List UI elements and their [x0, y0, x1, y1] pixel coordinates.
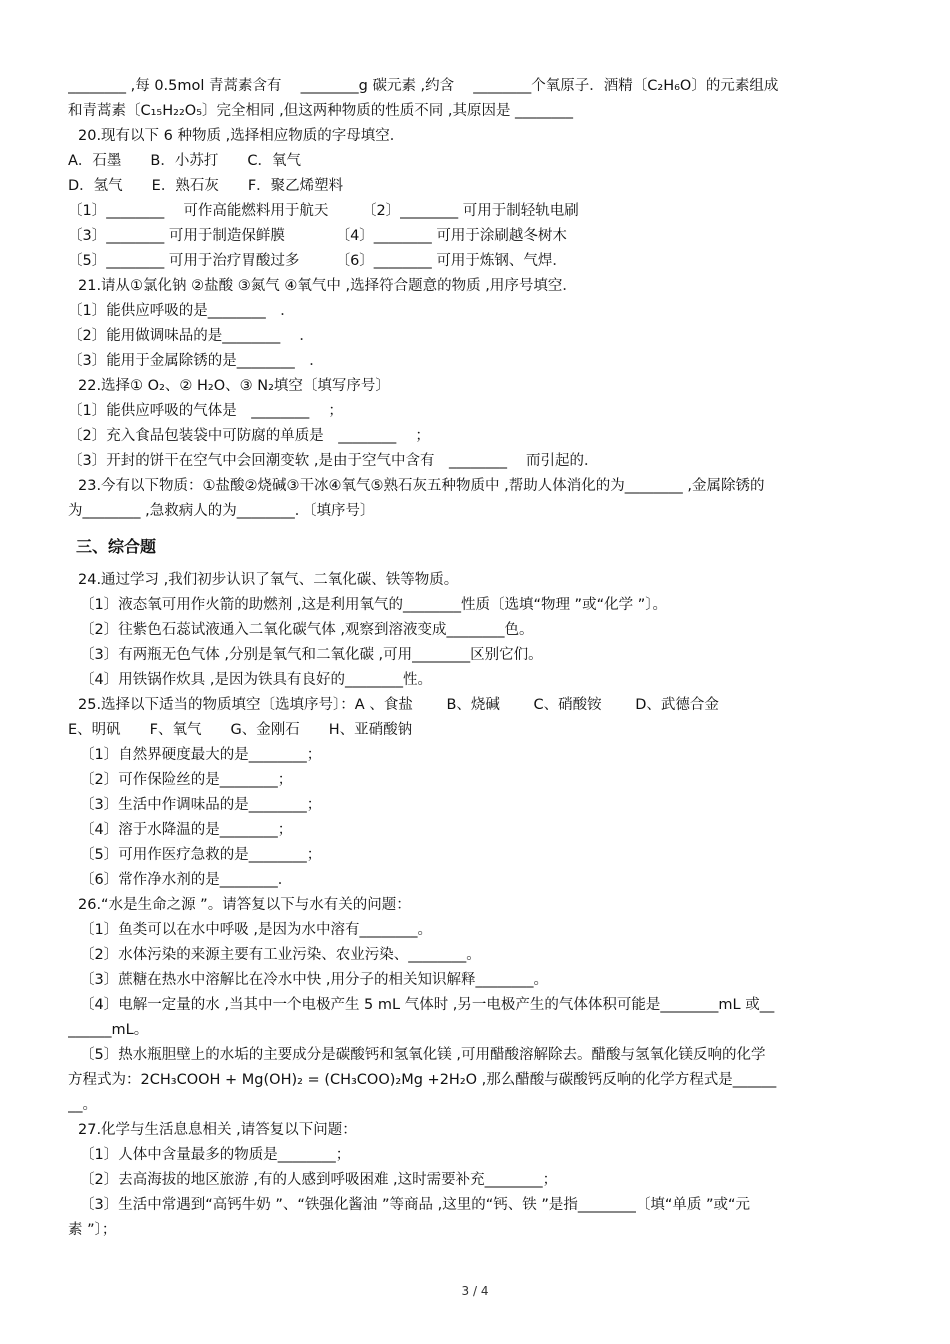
questions-comprehensive	[68, 568, 883, 1243]
text-line: 〔1〕自然界硬度最大的是________；	[80, 747, 322, 763]
text-line: 〔4〕用铁锅作炊具 ,是因为铁具有良好的________性。	[80, 672, 432, 688]
text-line: 为________ ,急救病人的为________．〔填序号〕	[68, 503, 375, 519]
text-line: 〔2〕可作保险丝的是________；	[80, 772, 293, 788]
text-line: 〔2〕充入食品包装袋中可防腐的单质是 ________ ；	[68, 428, 430, 444]
text-line: 〔4〕溶于水降温的是________；	[80, 822, 293, 838]
text-line: 〔5〕热水瓶胆壁上的水垢的主要成分是碳酸钙和氢氧化镁 ,可用醋酸溶解除去。醋酸与氢氧化镁反响的化学	[80, 1047, 766, 1063]
text-line: 〔1〕能供应呼吸的是________ ．	[68, 303, 295, 319]
section-heading: 三、综合题	[76, 537, 157, 556]
text-line: A．石墨 B．小苏打 C．氧气	[68, 153, 301, 169]
text-line: ________ ,每 0.5mol 青蒿素含有 ________g 碳元素 ,约含 ________个氧原子．酒精〔C₂H₆O〕的元素组成	[68, 78, 779, 94]
text-line: 〔2〕能用做调味品的是________ ．	[68, 328, 314, 344]
text-line: 〔1〕能供应呼吸的气体是 ________ ；	[68, 403, 343, 419]
text-line: 26.“水是生命之源 ”。请答复以下与水有关的问题：	[78, 897, 411, 913]
questions-fill-in	[68, 74, 883, 524]
text-line: E、明矾 F、氧气 G、金刚石 H、亚硝酸钠	[68, 722, 413, 738]
text-line: 〔3〕有两瓶无色气体 ,分别是氧气和二氧化碳 ,可用________区别它们。	[80, 647, 543, 663]
text-line: 方程式为：2CH₃COOH + Mg(OH)₂ = (CH₃COO)₂Mg +2H₂O ,那么醋酸与碳酸钙反响的化学方程式是______	[68, 1072, 777, 1088]
text-line: 21.请从①氯化钠 ②盐酸 ③氮气 ④氧气中 ,选择符合题意的物质 ,用序号填空．	[78, 278, 577, 294]
text-line: 〔4〕电解一定量的水 ,当其中一个电极产生 5 mL 气体时 ,另一电极产生的气体体积可能是________mL 或__	[80, 997, 775, 1013]
text-line: 22.选择① O₂、② H₂O、③ N₂填空〔填写序号〕	[78, 378, 390, 394]
text-line: D．氢气 E．熟石灰 F．聚乙烯塑料	[68, 178, 344, 194]
text-line: 23.今有以下物质：①盐酸②烧碱③干冰④氧气⑤熟石灰五种物质中 ,帮助人体消化的为________ ,金属除锈的	[78, 478, 765, 494]
text-line: 〔2〕水体污染的来源主要有工业污染、农业污染、________。	[80, 947, 481, 963]
text-line: 〔5〕________ 可用于治疗胃酸过多 〔6〕________ 可用于炼钢、气焊．	[68, 253, 567, 269]
text-line: 〔5〕可用作医疗急救的是________；	[80, 847, 322, 863]
text-line: ______mL。	[68, 1022, 149, 1038]
text-line: 〔1〕________ 可作高能燃料用于航天 〔2〕________ 可用于制轻轨电刷	[68, 203, 579, 219]
text-line: 24.通过学习 ,我们初步认识了氧气、二氧化碳、铁等物质。	[78, 572, 459, 588]
text-line: 和青蒿素〔C₁₅H₂₂O₅〕完全相同 ,但这两种物质的性质不同 ,其原因是 ________	[68, 103, 574, 119]
text-line: 20.现有以下 6 种物质 ,选择相应物质的字母填空．	[78, 128, 405, 144]
text-line: 〔3〕生活中常遇到“高钙牛奶 ”、“铁强化酱油 ”等商品 ,这里的“钙、铁 ”是指________〔填“单质 ”或“元	[80, 1197, 750, 1213]
text-line: 素 ”〕；	[68, 1222, 117, 1238]
text-line: 〔1〕鱼类可以在水中呼吸 ,是因为水中溶有________。	[80, 922, 432, 938]
text-line: 〔3〕生活中作调味品的是________；	[80, 797, 322, 813]
text-line: 〔2〕往紫色石蕊试液通入二氧化碳气体 ,观察到溶液变成________色。	[80, 622, 534, 638]
text-line: __。	[68, 1097, 97, 1113]
text-line: 〔3〕蔗糖在热水中溶解比在冷水中快 ,用分子的相关知识解释________。	[80, 972, 548, 988]
document-body	[68, 74, 883, 1243]
text-line: 〔6〕常作净水剂的是________．	[80, 872, 293, 888]
page-number: 3 / 4	[461, 1284, 489, 1298]
text-line: 〔3〕能用于金属除锈的是________ ．	[68, 353, 324, 369]
text-line: 〔3〕开封的饼干在空气中会回潮变软 ,是由于空气中含有 ________ 而引起的．	[68, 453, 599, 469]
text-line: 27.化学与生活息息相关 ,请答复以下问题：	[78, 1122, 357, 1138]
text-line: 〔2〕去高海拔的地区旅游 ,有的人感到呼吸困难 ,这时需要补充________；	[80, 1172, 558, 1188]
text-line: 〔1〕液态氧可用作火箭的助燃剂 ,这是利用氧气的________性质〔选填“物理 ”或“化学 ”〕。	[80, 597, 667, 613]
text-line: 〔1〕人体中含量最多的物质是________；	[80, 1147, 351, 1163]
text-line: 25.选择以下适当的物质填空〔选填序号〕：A 、食盐 B、烧碱 C、硝酸铵 D、武德合金	[78, 697, 719, 713]
text-line: 〔3〕________ 可用于制造保鲜膜 〔4〕________ 可用于涂刷越冬树木	[68, 228, 567, 244]
